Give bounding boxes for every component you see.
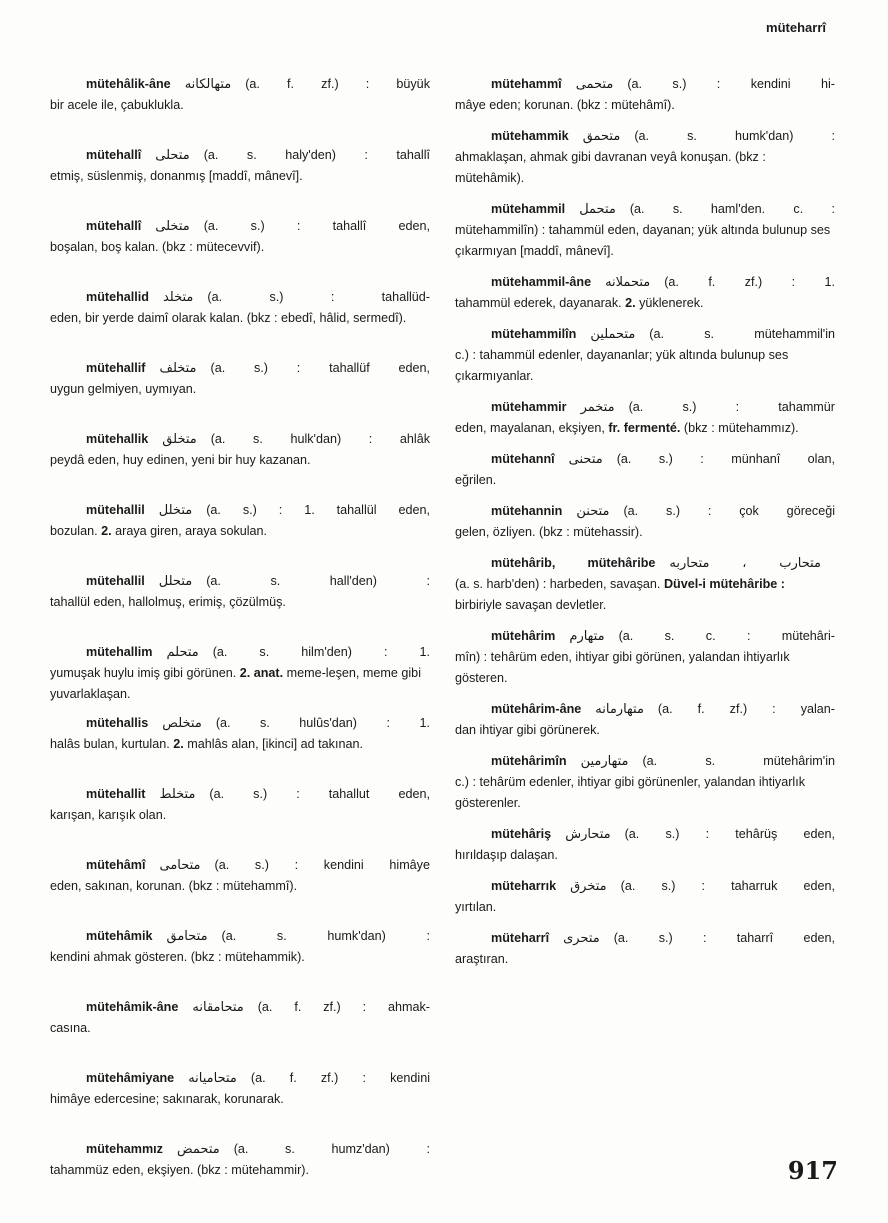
- dictionary-entry: [455, 824, 835, 866]
- grammar-and-definition-start: (a. f. zf.) : kendini: [250, 1071, 430, 1085]
- headword: mütehallil: [86, 574, 145, 588]
- entry-first-line: [50, 74, 430, 95]
- grammar-and-definition-start: (a. s. hilm'den) : 1.: [212, 645, 430, 659]
- entry-first-line: [455, 126, 835, 147]
- dictionary-entry: [455, 876, 835, 918]
- headword: mütehâmik: [86, 929, 153, 943]
- entry-first-line: [455, 824, 835, 845]
- headword: mütehallif: [86, 361, 146, 375]
- headword: mütehallid: [86, 290, 149, 304]
- dictionary-entry: [455, 324, 835, 387]
- grammar-and-definition-start: (a. s. mütehârim'in: [642, 754, 835, 768]
- entry-first-line: [50, 1068, 430, 1089]
- dictionary-entry: [50, 855, 430, 916]
- definition-text: mahlâs alan, [ikinci] ad takınan.: [183, 737, 363, 751]
- grammar-and-definition-start: (a. s.) : kendini himâye: [214, 858, 430, 872]
- headword: mütehallî: [86, 148, 142, 162]
- arabic-script: متحامقانه: [192, 1000, 244, 1015]
- headword: müteharrî: [491, 931, 550, 945]
- dictionary-entry: [50, 216, 430, 277]
- definition-continuation: kendini ahmak gösteren. (bkz : mütehammik).: [50, 950, 305, 964]
- definition-continuation: c.) : tahammül edenler, dayananlar; yük altında bulunup ses çıkarmıyanlar.: [455, 348, 789, 383]
- definition-continuation: eden, bir yerde daimî olarak kalan. (bkz : ebedî, hâlid, sermedî).: [50, 311, 407, 325]
- headword: mütehammir: [491, 400, 567, 414]
- dictionary-entry: [50, 997, 430, 1058]
- entry-first-line: [455, 626, 835, 647]
- arabic-script: متخلص: [162, 716, 202, 731]
- entry-first-line: [455, 272, 835, 293]
- grammar-and-definition-start: (a. s.) : taharrî eden,: [613, 931, 835, 945]
- definition-continuation: tahammüz eden, ekşiyen. (bkz : mütehammir).: [50, 1163, 309, 1177]
- headword: mütehammil: [491, 202, 566, 216]
- grammar-and-definition-start: (a. f. zf.) : ahmak-: [257, 1000, 430, 1014]
- dictionary-entry: [455, 699, 835, 741]
- headword: mütehâmik-âne: [86, 1000, 179, 1014]
- arabic-script: متهالكانه: [184, 77, 232, 92]
- definition-continuation: ahmaklaşan, ahmak gibi davranan veyâ konuşan. (bkz : mütehâmik).: [455, 150, 766, 185]
- headword: mütehâriş: [491, 827, 552, 841]
- definition-bold-text: 2.: [625, 296, 636, 310]
- definition-continuation: himâye edercesine; sakınarak, korunarak.: [50, 1092, 284, 1106]
- dictionary-entry: [50, 784, 430, 845]
- arabic-script: متحلل: [158, 574, 193, 589]
- arabic-script: متهارمین: [580, 754, 629, 769]
- entry-first-line: [50, 997, 430, 1018]
- headword: mütehallim: [86, 645, 153, 659]
- arabic-script: متحری: [563, 931, 600, 946]
- grammar-and-definition-start: (a. s. hulk'dan) : ahlâk: [210, 432, 430, 446]
- arabic-script: متخلط: [159, 787, 196, 802]
- definition-continuation: peydâ eden, huy edinen, yeni bir huy kazanan.: [50, 453, 311, 467]
- definition-bold-text: 2.: [101, 524, 112, 538]
- arabic-script: متحنن: [576, 504, 610, 519]
- grammar-and-definition-start: (a. s. mütehammil'in: [649, 327, 835, 341]
- definition-continuation: gelen, özliyen. (bkz : mütehassir).: [455, 525, 643, 539]
- arabic-script: متحامی: [159, 858, 201, 873]
- arabic-script: متحملانه: [605, 275, 651, 290]
- dictionary-entry: [50, 74, 430, 135]
- definition-continuation: [50, 521, 430, 542]
- grammar-and-definition-start: (a. s. c. : mütehâri-: [618, 629, 835, 643]
- entry-first-line: [455, 74, 835, 95]
- arabic-script: متحارب ، متحاربه: [669, 556, 821, 571]
- entry-first-line: [455, 876, 835, 897]
- entry-first-line: [50, 1139, 430, 1160]
- arabic-script: متحملین: [590, 327, 636, 342]
- grammar-and-definition-start: (a. s. hulûs'dan) : 1.: [215, 716, 430, 730]
- right-column: [455, 74, 835, 980]
- dictionary-entry: [50, 713, 430, 774]
- definition-continuation: boşalan, boş kalan. (bkz : mütecevvif).: [50, 240, 265, 254]
- definition-continuation: mütehammilîn) : tahammül eden, dayanan; yük altında bulunup ses çıkarmıyan [maddî, mânevî].: [455, 223, 831, 258]
- definition-continuation: c.) : tehârüm edenler, ihtiyar gibi görünenler, yalandan ihtiyarlık gösterenler.: [455, 775, 806, 810]
- headword: mütehammî: [491, 77, 562, 91]
- arabic-script: متحنی: [568, 452, 603, 467]
- headword: mütehammız: [86, 1142, 163, 1156]
- grammar-and-definition-start: (a. f. zf.) : büyük: [245, 77, 430, 91]
- arabic-script: متحارش: [565, 827, 611, 842]
- definition-continuation: [50, 663, 430, 703]
- grammar-and-definition-start: (a. s. haml'den. c. :: [629, 202, 835, 216]
- definition-text: birbiriyle savaşan devletler.: [455, 598, 607, 612]
- headword: mütehârimîn: [491, 754, 567, 768]
- dictionary-entry: [455, 501, 835, 543]
- headword: mütehannî: [491, 452, 555, 466]
- headword: mütehâlik-âne: [86, 77, 171, 91]
- definition-continuation: [50, 734, 430, 755]
- entry-first-line: [455, 501, 835, 522]
- dictionary-entry: [455, 272, 835, 314]
- headword: mütehâmî: [86, 858, 146, 872]
- definition-continuation: eğrilen.: [455, 473, 497, 487]
- headword: mütehallit: [86, 787, 146, 801]
- definition-continuation: mâye eden; korunan. (bkz : mütehâmî).: [455, 98, 675, 112]
- running-head: müteharrî: [766, 20, 826, 35]
- arabic-script: متهارم: [569, 629, 605, 644]
- headword: mütehârim-âne: [491, 702, 582, 716]
- definition-text: halâs bulan, kurtulan.: [50, 737, 174, 751]
- grammar-and-definition-start: (a. s.) : taharruk eden,: [620, 879, 835, 893]
- dictionary-entry: [50, 287, 430, 348]
- arabic-script: متخلل: [158, 503, 193, 518]
- definition-continuation: hırıldaşıp dalaşan.: [455, 848, 558, 862]
- arabic-script: متهارمانه: [595, 702, 644, 717]
- dictionary-entry: [455, 626, 835, 689]
- entry-first-line: [455, 397, 835, 418]
- definition-continuation: bir acele ile, çabuklukla.: [50, 98, 184, 112]
- dictionary-entry: [50, 145, 430, 206]
- definition-continuation: yırtılan.: [455, 900, 497, 914]
- grammar-and-definition-start: (a. s. humk'dan) :: [634, 129, 835, 143]
- grammar-and-definition-start: (a. s.) : 1. tahallül eden,: [206, 503, 430, 517]
- arabic-script: متحامق: [166, 929, 208, 944]
- arabic-script: متخلق: [162, 432, 197, 447]
- entry-first-line: [455, 751, 835, 772]
- headword: mütehâmiyane: [86, 1071, 175, 1085]
- definition-text: bozulan.: [50, 524, 102, 538]
- entry-first-line: [50, 145, 430, 166]
- definition-continuation: [455, 574, 835, 616]
- definition-continuation: eden, sakınan, korunan. (bkz : mütehammî).: [50, 879, 298, 893]
- headword: müteharrık: [491, 879, 557, 893]
- grammar-and-definition-start: (a. s. hall'den) :: [206, 574, 430, 588]
- entry-first-line: [50, 713, 430, 734]
- definition-bold-text: fr. fermenté.: [608, 421, 681, 435]
- arabic-script: متحلم: [166, 645, 199, 660]
- grammar-and-definition-start: (a. s.) : kendini hi-: [627, 77, 835, 91]
- grammar-and-definition-start: (a. s. haly'den) : tahallî: [203, 148, 430, 162]
- grammar-and-definition-start: (a. s.) : münhanî olan,: [616, 452, 835, 466]
- grammar-and-definition-start: (a. s.) : tahallüd-: [207, 290, 430, 304]
- arabic-script: متخلف: [159, 361, 197, 376]
- entry-first-line: [50, 216, 430, 237]
- arabic-script: متحمل: [579, 202, 616, 217]
- arabic-script: متخرق: [570, 879, 607, 894]
- definition-continuation: etmiş, süslenmiş, donanmış [maddî, mânevî].: [50, 169, 303, 183]
- entry-first-line: [50, 642, 430, 663]
- dictionary-entry: [50, 500, 430, 561]
- definition-continuation: dan ihtiyar gibi görünerek.: [455, 723, 600, 737]
- grammar-and-definition-start: (a. f. zf.) : 1.: [664, 275, 835, 289]
- definition-continuation: tahallül eden, hallolmuş, erimiş, çözülmüş.: [50, 595, 286, 609]
- entry-first-line: [50, 500, 430, 521]
- definition-bold-text: Düvel-i mütehâribe :: [663, 577, 785, 591]
- entry-first-line: [50, 429, 430, 450]
- grammar-and-definition-start: (a. s.) : tahallüf eden,: [210, 361, 430, 375]
- headword: mütehannin: [491, 504, 563, 518]
- entry-first-line: [50, 926, 430, 947]
- definition-continuation: [455, 293, 835, 314]
- definition-continuation: uygun gelmiyen, uymıyan.: [50, 382, 197, 396]
- entry-first-line: [455, 928, 835, 949]
- dictionary-entry: [455, 199, 835, 262]
- definition-text: yumuşak huylu imiş gibi görünen.: [50, 666, 240, 680]
- entry-first-line: [455, 199, 835, 220]
- arabic-script: متخمر: [580, 400, 615, 415]
- definition-continuation: casına.: [50, 1021, 91, 1035]
- arabic-script: متحمض: [176, 1142, 220, 1157]
- definition-text: (a. s. harb'den) : harbeden, savaşan.: [455, 577, 664, 591]
- definition-text: tahammül ederek, dayanarak.: [455, 296, 626, 310]
- grammar-and-definition-start: (a. f. zf.) : yalan-: [657, 702, 835, 716]
- dictionary-entry: [50, 926, 430, 987]
- definition-continuation: araştıran.: [455, 952, 509, 966]
- arabic-script: متحمی: [575, 77, 614, 92]
- arabic-script: متحامیانه: [188, 1071, 237, 1086]
- entry-first-line: [50, 784, 430, 805]
- entry-first-line: [455, 699, 835, 720]
- grammar-and-definition-start: (a. s.) : çok göreceği: [623, 504, 835, 518]
- definition-text: araya giren, araya sokulan.: [111, 524, 268, 538]
- dictionary-entry: [455, 751, 835, 814]
- headword: mütehallil: [86, 503, 145, 517]
- dictionary-entry: [455, 126, 835, 189]
- entry-first-line: [50, 358, 430, 379]
- definition-bold-text: 2.: [173, 737, 184, 751]
- headword: mütehammilîn: [491, 327, 577, 341]
- dictionary-entry: [455, 449, 835, 491]
- grammar-and-definition-start: (a. s. humk'dan) :: [221, 929, 430, 943]
- entry-first-line: [50, 855, 430, 876]
- grammar-and-definition-start: (a. s.) : tahallî eden,: [203, 219, 430, 233]
- dictionary-entry: [455, 928, 835, 970]
- arabic-script: متخلد: [162, 290, 194, 305]
- definition-text: yüklenerek.: [635, 296, 704, 310]
- entry-first-line: [50, 571, 430, 592]
- page-number: 917: [787, 1156, 838, 1185]
- dictionary-entry: [455, 553, 835, 616]
- headword: mütehallî: [86, 219, 142, 233]
- grammar-and-definition-start: (a. s.) : tahammür: [628, 400, 835, 414]
- arabic-script: متحلی: [155, 148, 190, 163]
- definition-continuation: karışan, karışık olan.: [50, 808, 167, 822]
- headword: mütehârim: [491, 629, 556, 643]
- grammar-and-definition-start: (a. s.) : tahallut eden,: [209, 787, 430, 801]
- definition-text: (bkz : mütehammız).: [680, 421, 799, 435]
- dictionary-entry: [50, 642, 430, 703]
- definition-text: eden, mayalanan, ekşiyen,: [455, 421, 609, 435]
- dictionary-entry: [50, 429, 430, 490]
- headword: mütehârib, mütehâribe: [491, 556, 656, 570]
- arabic-script: متحمق: [582, 129, 621, 144]
- headword: mütehallis: [86, 716, 149, 730]
- headword: mütehallik: [86, 432, 149, 446]
- entry-first-line: [455, 553, 835, 574]
- left-column: [50, 74, 430, 1210]
- dictionary-entry: [50, 1139, 430, 1200]
- dictionary-entry: [455, 74, 835, 116]
- definition-continuation: mîn) : tehârüm eden, ihtiyar gibi görünen, yalandan ihtiyarlık gösteren.: [455, 650, 790, 685]
- dictionary-entry: [50, 571, 430, 632]
- entry-first-line: [50, 287, 430, 308]
- grammar-and-definition-start: (a. s.) : tehârüş eden,: [624, 827, 835, 841]
- entry-first-line: [455, 449, 835, 470]
- definition-continuation: [455, 418, 835, 439]
- dictionary-entry: [50, 1068, 430, 1129]
- dictionary-entry: [455, 397, 835, 439]
- arabic-script: متخلی: [155, 219, 190, 234]
- definition-text: meme-leşen, meme gibi yuvarlaklaşan.: [50, 666, 421, 701]
- headword: mütehammik: [491, 129, 569, 143]
- definition-bold-text: 2. anat.: [239, 666, 284, 680]
- dictionary-entry: [50, 358, 430, 419]
- grammar-and-definition-start: (a. s. humz'dan) :: [233, 1142, 430, 1156]
- headword: mütehammil-âne: [491, 275, 592, 289]
- entry-first-line: [455, 324, 835, 345]
